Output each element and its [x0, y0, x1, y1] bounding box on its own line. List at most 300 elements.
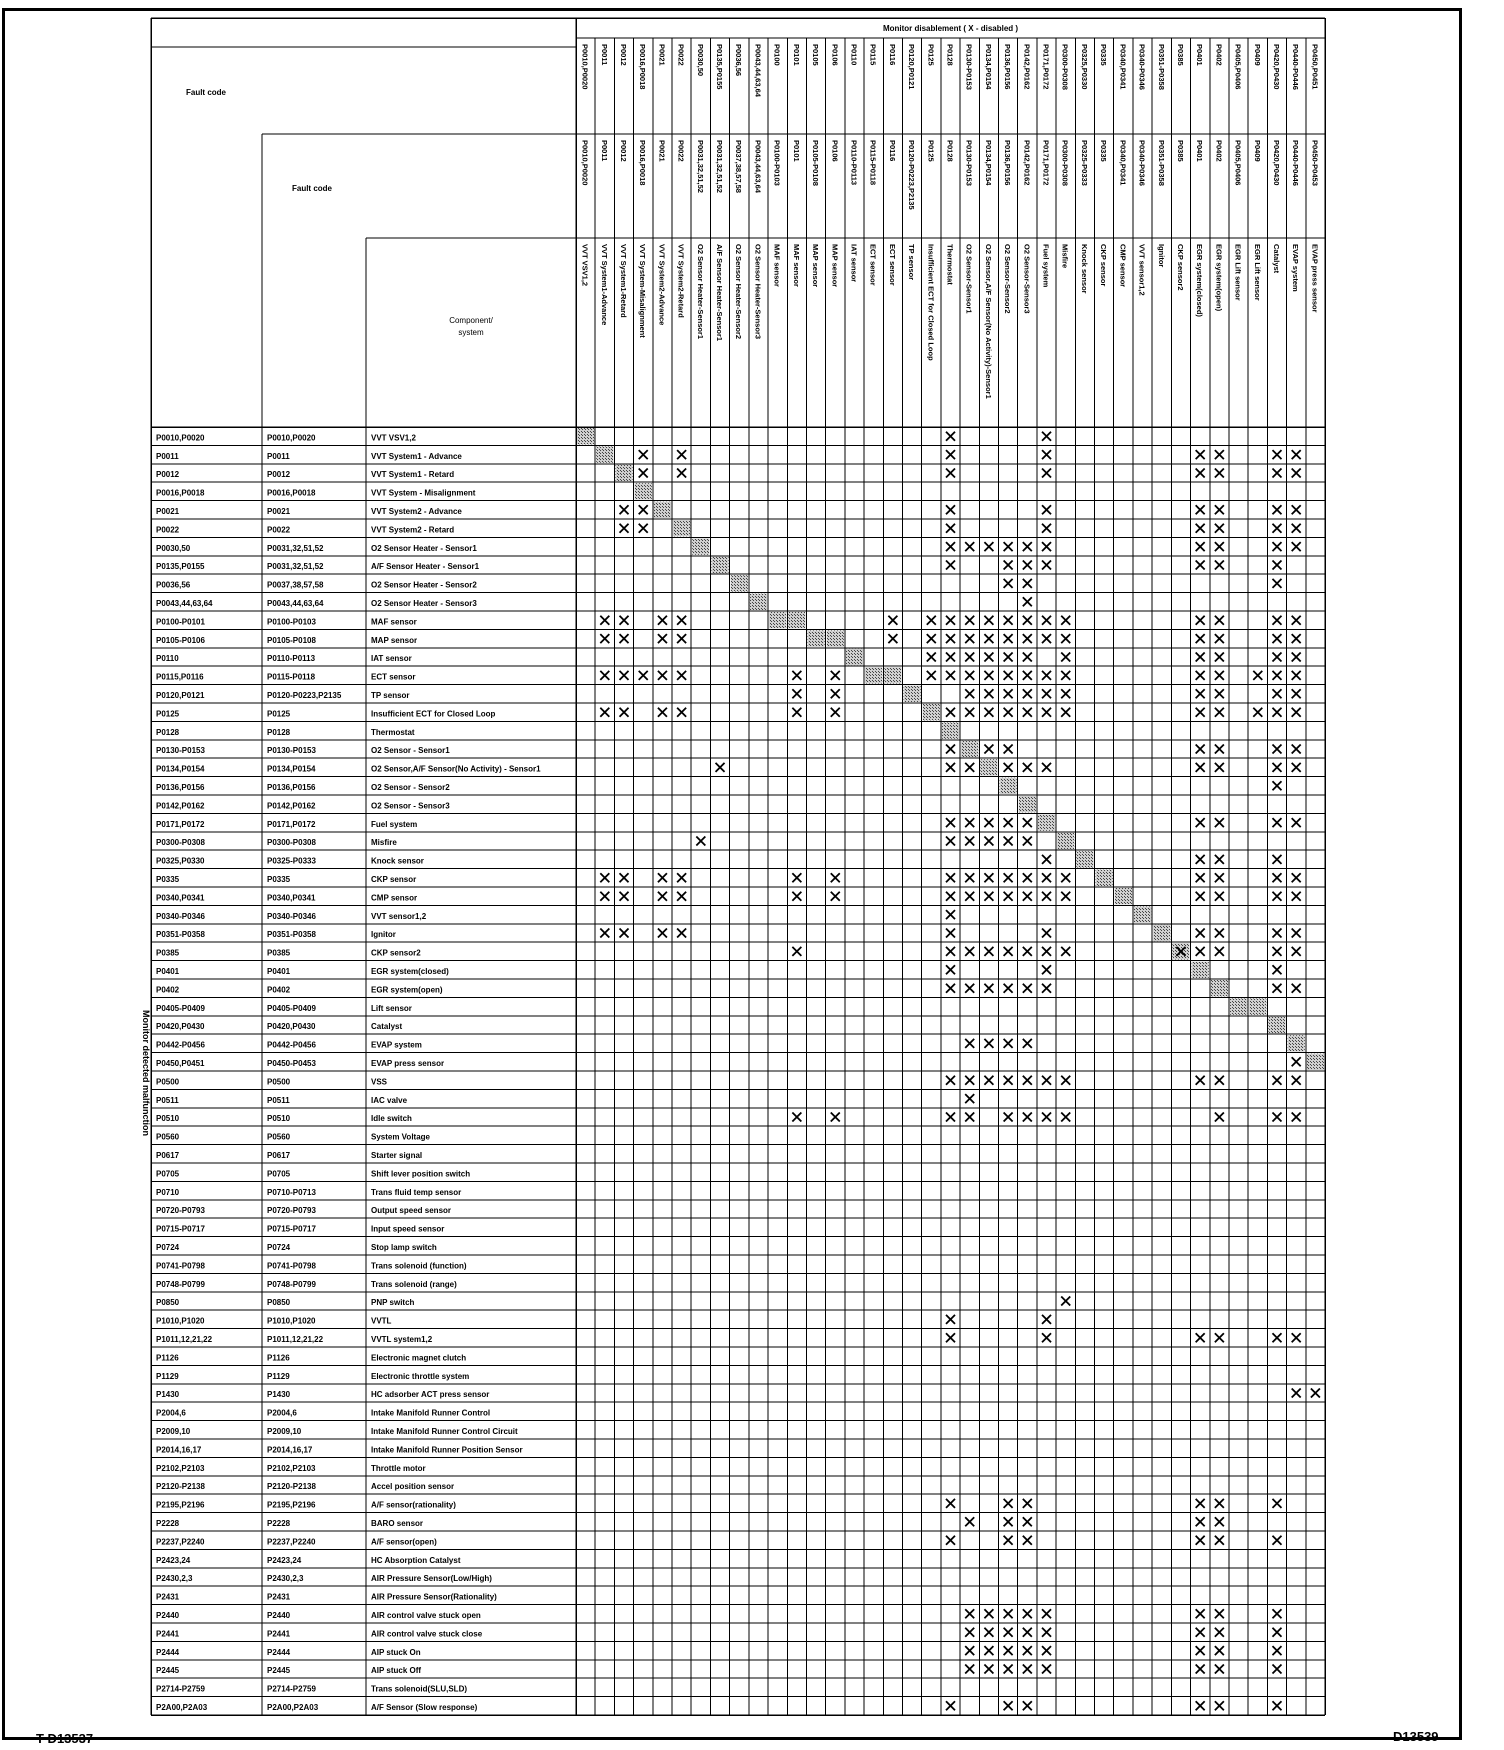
col-header-range: P0409 — [1252, 140, 1262, 162]
row-fault-range: P0105-P0108 — [267, 635, 316, 645]
row-fault-code: P0500 — [156, 1077, 180, 1087]
row-fault-code: P0741-P0798 — [156, 1261, 205, 1271]
col-header-code: P0100 — [772, 44, 782, 66]
disabled-mark — [984, 837, 993, 846]
disabled-mark — [677, 469, 686, 478]
disabled-mark — [1196, 1333, 1205, 1342]
disabled-mark — [1215, 469, 1224, 478]
disabled-mark — [1042, 542, 1051, 551]
disabled-mark — [1004, 837, 1013, 846]
disabled-mark — [946, 910, 955, 919]
row-component: O2 Sensor - Sensor2 — [371, 783, 450, 792]
disabled-mark — [1272, 1628, 1281, 1637]
disabled-mark — [658, 616, 667, 625]
disabled-mark — [946, 653, 955, 662]
disabled-mark — [984, 653, 993, 662]
disabled-mark — [658, 671, 667, 680]
row-component: Thermostat — [371, 727, 415, 737]
row-fault-code: P1126 — [156, 1353, 179, 1363]
diagonal-cell — [942, 722, 959, 738]
diagonal-cell — [846, 649, 863, 665]
row-component: VVT System2 - Retard — [371, 525, 455, 535]
row-fault-range: P0385 — [267, 948, 291, 958]
fault-code-label-2: Fault code — [291, 184, 333, 193]
disabled-mark — [1215, 1076, 1224, 1085]
col-header-range: P0134,P0154 — [983, 140, 993, 186]
disabled-mark — [946, 1076, 955, 1085]
disabled-mark — [946, 1333, 955, 1342]
disabled-mark — [946, 505, 955, 514]
row-fault-code: P0105-P0106 — [156, 635, 205, 645]
row-fault-range: P0340-P0346 — [267, 911, 316, 921]
row-fault-code: P0134,P0154 — [156, 764, 205, 774]
disabled-mark — [639, 469, 648, 478]
disabled-mark — [946, 745, 955, 754]
disabled-mark — [1042, 1609, 1051, 1618]
disabled-mark — [1272, 671, 1281, 680]
disabled-mark — [792, 873, 801, 882]
row-component: VSS — [371, 1077, 388, 1087]
disabled-mark — [1061, 1297, 1070, 1306]
disabled-mark — [946, 1536, 955, 1545]
col-header-code: P0340-P0346 — [1137, 44, 1147, 90]
disabled-mark — [600, 634, 609, 643]
disabled-mark — [965, 671, 974, 680]
disabled-mark — [831, 671, 840, 680]
col-header-range: P0011 — [599, 140, 609, 162]
row-component: Stop lamp switch — [371, 1243, 437, 1252]
disabled-mark — [1292, 947, 1301, 956]
row-component: Intake Manifold Runner Control Circuit — [371, 1427, 518, 1436]
disabled-mark — [792, 1113, 801, 1122]
disabled-mark — [965, 1609, 974, 1618]
disabled-mark — [1253, 671, 1262, 680]
col-header-component: MAP sensor — [811, 244, 821, 288]
disabled-mark — [1023, 984, 1032, 993]
disabled-mark — [677, 671, 686, 680]
disabled-mark — [1272, 818, 1281, 827]
row-component: VVTL — [371, 1316, 392, 1326]
col-header-code: P0405,P0406 — [1233, 44, 1243, 90]
disabled-mark — [946, 524, 955, 533]
disabled-mark — [831, 873, 840, 882]
disabled-mark — [1023, 653, 1032, 662]
col-header-code: P0325,P0330 — [1079, 44, 1089, 90]
row-component: PNP switch — [371, 1298, 415, 1308]
col-header-range: P0128 — [945, 140, 955, 162]
col-header-code: P0022 — [676, 44, 686, 66]
col-header-component: IAT sensor — [849, 244, 859, 283]
disabled-mark — [1042, 432, 1051, 441]
row-fault-code: P1011,12,21,22 — [156, 1335, 213, 1344]
disabled-mark — [792, 947, 801, 956]
row-fault-range: P0715-P0717 — [267, 1224, 316, 1234]
row-fault-code: P0335 — [156, 875, 180, 884]
disabled-mark — [984, 745, 993, 754]
disabled-mark — [677, 873, 686, 882]
disabled-mark — [984, 689, 993, 698]
disabled-mark — [1004, 671, 1013, 680]
row-fault-range: P0724 — [267, 1243, 291, 1252]
row-component: VVTL system1,2 — [371, 1335, 433, 1344]
disabled-mark — [965, 1076, 974, 1085]
disabled-mark — [1292, 542, 1301, 551]
col-header-component: O2 Sensor-Sensor2 — [1003, 244, 1013, 314]
disabled-mark — [1215, 892, 1224, 901]
disabled-mark — [984, 1609, 993, 1618]
diagonal-cell — [827, 630, 844, 646]
row-fault-range: P2440 — [267, 1611, 291, 1620]
disabled-mark — [1023, 1701, 1032, 1710]
disabled-mark — [1196, 1609, 1205, 1618]
disabled-mark — [1292, 671, 1301, 680]
col-header-component: O2 Sensor Heater-Sensor2 — [734, 244, 744, 340]
row-fault-range: P0016,P0018 — [267, 488, 316, 498]
disabled-mark — [1272, 450, 1281, 459]
disabled-mark — [1215, 873, 1224, 882]
col-header-component: MAF sensor — [791, 244, 801, 287]
diagonal-cell — [1211, 980, 1228, 996]
disabled-mark — [965, 1646, 974, 1655]
disabled-mark — [1292, 708, 1301, 717]
disabled-mark — [1272, 781, 1281, 790]
row-fault-code: P2014,16,17 — [156, 1445, 202, 1455]
disabled-mark — [1004, 542, 1013, 551]
diagonal-cell — [865, 667, 882, 683]
row-component: BARO sensor — [371, 1519, 424, 1528]
disabled-mark — [984, 947, 993, 956]
disabled-mark — [1042, 855, 1051, 864]
row-fault-range: P0115-P0118 — [267, 672, 316, 682]
col-header-component: CMP sensor — [1118, 244, 1128, 288]
col-header-code: P0402 — [1214, 44, 1224, 66]
disabled-mark — [1215, 634, 1224, 643]
disabled-mark — [1272, 763, 1281, 772]
row-fault-range: P0031,32,51,52 — [267, 543, 324, 553]
disabled-mark — [677, 892, 686, 901]
col-header-range: P0401 — [1195, 140, 1205, 162]
disabled-mark — [677, 929, 686, 938]
disabled-mark — [965, 763, 974, 772]
col-header-code: P0101 — [791, 44, 801, 66]
diagonal-cell — [788, 612, 805, 628]
row-component: VVT VSV1,2 — [371, 433, 416, 443]
col-header-code: P0125 — [926, 44, 936, 66]
row-component: Ignitor — [371, 930, 396, 940]
disabled-mark — [1004, 579, 1013, 588]
disabled-mark — [677, 634, 686, 643]
row-component: O2 Sensor Heater - Sensor2 — [371, 580, 477, 590]
disabled-mark — [965, 542, 974, 551]
row-fault-code: P2445 — [156, 1666, 180, 1676]
row-component: AIR Pressure Sensor(Rationality) — [371, 1592, 497, 1602]
col-header-range: P0101 — [791, 140, 801, 162]
col-header-range: P0340-P0346 — [1137, 140, 1147, 186]
col-header-code: P0440-P0446 — [1291, 44, 1301, 90]
disabled-mark — [1042, 947, 1051, 956]
col-header-code: P0385 — [1175, 44, 1185, 66]
row-component: VVT System1 - Advance — [371, 451, 462, 461]
disabled-mark — [1196, 689, 1205, 698]
disabled-mark — [1042, 1113, 1051, 1122]
row-fault-range: P0043,44,63,64 — [267, 599, 324, 608]
disabled-mark — [1272, 855, 1281, 864]
row-fault-code: P2009,10 — [156, 1427, 191, 1436]
disabled-mark — [1004, 1076, 1013, 1085]
col-header-code: P0135,P0155 — [715, 44, 725, 90]
row-fault-code: P0405-P0409 — [156, 1003, 205, 1013]
disabled-mark — [965, 634, 974, 643]
row-fault-code: P0011 — [156, 451, 179, 461]
disabled-mark — [1272, 1701, 1281, 1710]
disabled-mark — [984, 1665, 993, 1674]
row-fault-code: P0300-P0308 — [156, 838, 205, 848]
disabled-mark — [1004, 892, 1013, 901]
row-fault-range: P0110-P0113 — [267, 654, 316, 664]
disabled-mark — [1292, 818, 1301, 827]
col-header-component: Ignitor — [1156, 244, 1166, 268]
col-header-code: P0340,P0341 — [1118, 44, 1128, 90]
col-header-code: P0043,44,63,64 — [753, 44, 763, 97]
col-header-range: P0300-P0308 — [1060, 140, 1070, 186]
disabled-mark — [1215, 1333, 1224, 1342]
disabled-mark — [1004, 745, 1013, 754]
diagonal-cell — [1038, 814, 1055, 830]
col-header-component: MAF sensor — [772, 244, 782, 287]
row-fault-code: P0130-P0153 — [156, 746, 205, 756]
row-component: Trans solenoid(SLU,SLD) — [371, 1684, 468, 1694]
disabled-mark — [1023, 837, 1032, 846]
row-fault-range: P0560 — [267, 1132, 291, 1142]
disabled-mark — [946, 616, 955, 625]
disabled-mark — [1272, 469, 1281, 478]
row-component: O2 Sensor Heater - Sensor3 — [371, 599, 477, 608]
disabled-mark — [1004, 1039, 1013, 1048]
disabled-mark — [1023, 708, 1032, 717]
disabled-mark — [1215, 1665, 1224, 1674]
col-header-component: ECT sensor — [887, 244, 897, 286]
row-fault-code: P0012 — [156, 470, 180, 480]
figure-label-left: T D13537 — [36, 1731, 94, 1746]
col-header-component: MAP sensor — [830, 244, 840, 288]
disabled-mark — [1311, 1389, 1320, 1398]
disabled-mark — [946, 873, 955, 882]
row-fault-code: P2A00,P2A03 — [156, 1703, 208, 1712]
col-header-range: P0021 — [657, 140, 667, 162]
disabled-mark — [1272, 745, 1281, 754]
disabled-mark — [1061, 947, 1070, 956]
row-fault-range: P0031,32,51,52 — [267, 562, 324, 572]
row-fault-code: P2440 — [156, 1611, 180, 1620]
diagonal-cell — [1134, 906, 1151, 922]
disabled-mark — [1042, 524, 1051, 533]
diagonal-cell — [1230, 998, 1247, 1014]
row-fault-range: P0125 — [267, 709, 291, 719]
row-fault-code: P2102,P2103 — [156, 1463, 205, 1473]
diagonal-cell — [596, 446, 613, 462]
row-component: CKP sensor — [371, 875, 417, 884]
col-header-range: P0335 — [1099, 140, 1109, 162]
disabled-mark — [1292, 1389, 1301, 1398]
row-fault-range: P0335 — [267, 875, 291, 884]
disabled-mark — [1061, 1076, 1070, 1085]
col-header-range: P0136,P0156 — [1003, 140, 1013, 186]
row-component: AIR control valve stuck open — [371, 1611, 481, 1620]
col-header-component: TP sensor — [907, 244, 917, 281]
row-fault-code: P0325,P0330 — [156, 856, 205, 866]
disabled-mark — [1272, 1646, 1281, 1655]
row-fault-range: P0012 — [267, 470, 291, 480]
disabled-mark — [1061, 708, 1070, 717]
row-fault-range: P0128 — [267, 727, 291, 737]
disabled-mark — [1292, 873, 1301, 882]
col-header-component: Misfire — [1060, 244, 1070, 269]
disabled-mark — [1272, 616, 1281, 625]
disabled-mark — [1292, 1113, 1301, 1122]
disabled-mark — [946, 929, 955, 938]
row-fault-range: P0500 — [267, 1077, 291, 1087]
row-fault-range: P2014,16,17 — [267, 1445, 313, 1455]
row-fault-range: P0136,P0156 — [267, 783, 316, 792]
row-component: AIP stuck On — [371, 1647, 421, 1657]
row-fault-code: P0340,P0341 — [156, 893, 205, 903]
row-fault-code: P0030,50 — [156, 543, 191, 553]
disabled-mark — [1196, 892, 1205, 901]
disabled-mark — [1292, 929, 1301, 938]
col-header-range: P0340,P0341 — [1118, 140, 1128, 186]
disabled-mark — [984, 1628, 993, 1637]
disabled-mark — [1272, 579, 1281, 588]
disabled-mark — [984, 1039, 993, 1048]
disabled-mark — [1272, 1609, 1281, 1618]
disabled-mark — [1196, 616, 1205, 625]
row-fault-range: P2228 — [267, 1519, 291, 1528]
col-header-component: VVT System1-Advance — [599, 244, 609, 326]
disabled-mark — [620, 524, 629, 533]
row-component: Intake Manifold Runner Control — [371, 1408, 491, 1418]
col-header-component: VVT sensor1,2 — [1137, 244, 1147, 296]
row-fault-code: P2444 — [156, 1647, 180, 1657]
row-fault-code: P0510 — [156, 1114, 180, 1124]
disabled-mark — [1004, 653, 1013, 662]
disabled-mark — [1004, 634, 1013, 643]
disabled-mark — [984, 873, 993, 882]
row-fault-code: P0340-P0346 — [156, 911, 205, 921]
diagonal-cell — [654, 502, 671, 518]
disabled-mark — [1196, 1499, 1205, 1508]
disabled-mark — [620, 929, 629, 938]
row-component: Output speed sensor — [371, 1206, 452, 1216]
disabled-mark — [1215, 1113, 1224, 1122]
disabled-mark — [658, 873, 667, 882]
disabled-mark — [1215, 929, 1224, 938]
disabled-mark — [620, 892, 629, 901]
row-fault-code: P0043,44,63,64 — [156, 599, 213, 608]
disabled-mark — [888, 616, 897, 625]
diagonal-cell — [903, 686, 920, 702]
row-fault-code: P0720-P0793 — [156, 1206, 205, 1216]
row-fault-code: P0850 — [156, 1298, 180, 1308]
disabled-mark — [1004, 763, 1013, 772]
row-fault-code: P2120-P2138 — [156, 1482, 205, 1492]
disabled-mark — [1023, 542, 1032, 551]
disabled-mark — [1023, 818, 1032, 827]
col-header-component: O2 Sensor-Sensor1 — [964, 244, 974, 314]
diagonal-cell — [884, 667, 901, 683]
disabled-mark — [1272, 1113, 1281, 1122]
disabled-mark — [1215, 505, 1224, 514]
row-fault-range: P1126 — [267, 1353, 290, 1363]
disabled-mark — [1196, 708, 1205, 717]
disabled-mark — [965, 1665, 974, 1674]
disabled-mark — [946, 432, 955, 441]
disabled-mark — [1292, 524, 1301, 533]
disabled-mark — [1196, 653, 1205, 662]
disabled-mark — [1061, 634, 1070, 643]
row-component: VVT System2 - Advance — [371, 507, 462, 516]
disabled-mark — [946, 984, 955, 993]
row-fault-code: P0705 — [156, 1169, 180, 1179]
disabled-mark — [984, 616, 993, 625]
disabled-mark — [946, 1499, 955, 1508]
row-fault-range: P0510 — [267, 1114, 291, 1124]
row-component: CMP sensor — [371, 893, 418, 903]
disabled-mark — [1004, 1113, 1013, 1122]
disabled-mark — [1215, 671, 1224, 680]
row-fault-range: P0617 — [267, 1151, 291, 1160]
disabled-mark — [1196, 1646, 1205, 1655]
disabled-mark — [1004, 818, 1013, 827]
disabled-mark — [1215, 855, 1224, 864]
row-fault-code: P0351-P0358 — [156, 930, 205, 940]
side-label: Monitor detected malfunction — [141, 1010, 151, 1136]
disabled-mark — [1196, 1536, 1205, 1545]
row-fault-code: P0385 — [156, 948, 180, 958]
disabled-mark — [1004, 1499, 1013, 1508]
diagonal-cell — [1153, 925, 1170, 941]
diagonal-cell — [1115, 888, 1132, 904]
row-fault-code: P0136,P0156 — [156, 783, 205, 792]
row-component: ECT sensor — [371, 672, 416, 682]
disabled-mark — [1004, 1517, 1013, 1526]
diagonal-cell — [673, 520, 690, 536]
disabled-mark — [927, 634, 936, 643]
row-fault-range: P0130-P0153 — [267, 746, 316, 756]
row-fault-range: P0442-P0456 — [267, 1040, 316, 1050]
disabled-mark — [1292, 892, 1301, 901]
row-component: VVT System1 - Retard — [371, 470, 455, 480]
disabled-mark — [1292, 505, 1301, 514]
row-fault-range: P0134,P0154 — [267, 764, 316, 774]
diagonal-cell — [1057, 833, 1074, 849]
disabled-mark — [696, 837, 705, 846]
diagonal-cell — [1192, 962, 1209, 978]
disabled-mark — [1215, 947, 1224, 956]
disabled-mark — [1023, 616, 1032, 625]
disabled-mark — [888, 634, 897, 643]
disabled-mark — [1196, 873, 1205, 882]
disabled-mark — [1004, 1536, 1013, 1545]
col-header-range: P0171,P0172 — [1041, 140, 1051, 186]
row-fault-code: P0142,P0162 — [156, 801, 205, 811]
disabled-mark — [1272, 653, 1281, 662]
row-fault-range: P0401 — [267, 967, 291, 976]
disabled-mark — [677, 708, 686, 717]
row-component: VVT sensor1,2 — [371, 911, 427, 921]
col-header-code: P0011 — [599, 44, 609, 66]
disabled-mark — [946, 947, 955, 956]
row-fault-range: P2A00,P2A03 — [267, 1703, 319, 1712]
